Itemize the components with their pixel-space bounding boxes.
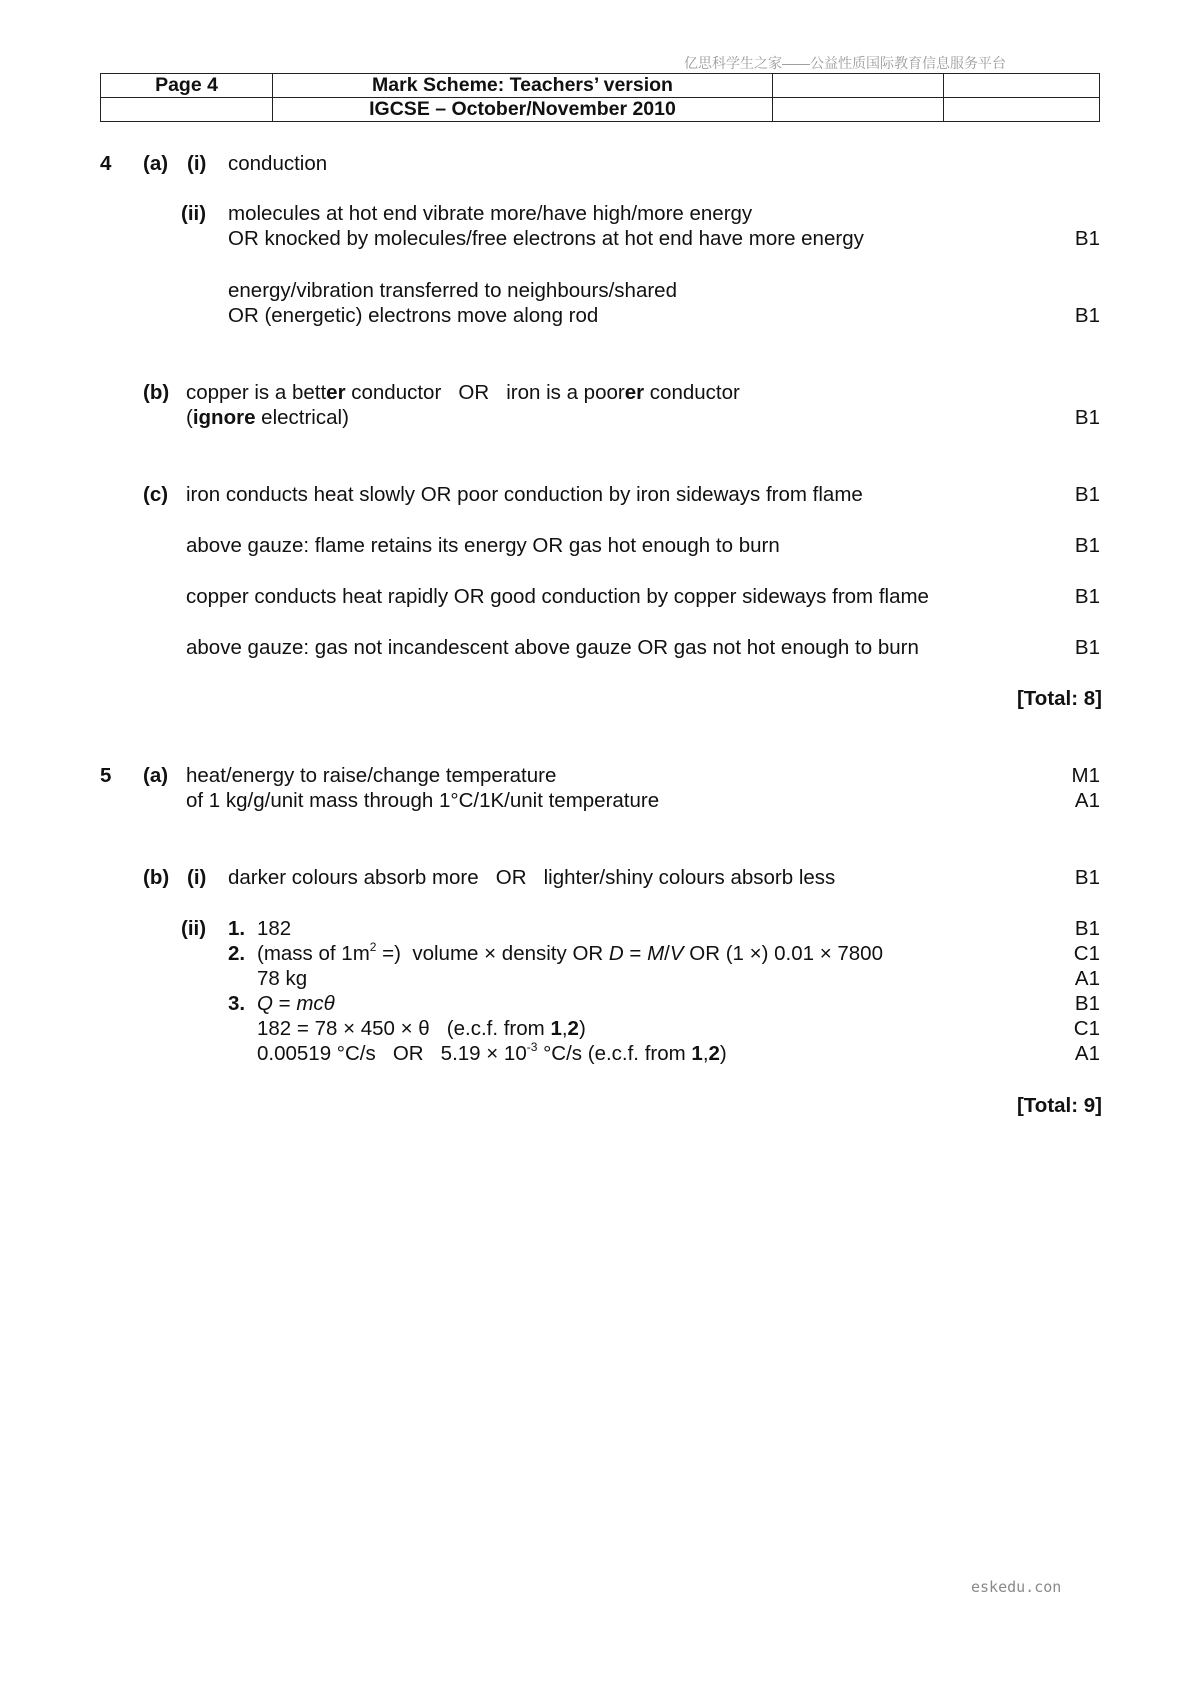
text-fragment: , [561, 1017, 568, 1040]
answer-text: iron conducts heat slowly OR poor conduction by iron sideways from flame [186, 483, 863, 506]
answer-text: heat/energy to raise/change temperature [186, 764, 557, 787]
part-label: (c) [143, 483, 169, 506]
mark: C1 [1073, 1017, 1100, 1040]
mark: B1 [1074, 227, 1100, 250]
part-label: (b) [143, 866, 170, 889]
question-total: [Total: 8] [1016, 687, 1102, 710]
answer-text: 78 kg [257, 967, 308, 990]
mark: B1 [1074, 406, 1100, 429]
text-fragment: conductor [644, 381, 740, 404]
page-title: Mark Scheme: Teachers’ version [273, 74, 773, 98]
answer-text: copper conducts heat rapidly OR good conduction by copper sideways from flame [186, 585, 929, 608]
mark: B1 [1074, 483, 1100, 506]
answer-text: above gauze: gas not incandescent above gauze OR gas not hot enough to burn [186, 636, 919, 659]
mark: B1 [1074, 304, 1100, 327]
text-fragment: 182 = 78 × 450 × θ (e.c.f. from [257, 1017, 551, 1040]
mark: B1 [1074, 534, 1100, 557]
answer-text: darker colours absorb more OR lighter/shiny colours absorb less [228, 866, 836, 889]
subpart-label: (i) [187, 866, 207, 889]
answer-text [186, 408, 349, 429]
text-fragment: conductor OR iron is a poor [345, 381, 625, 404]
emphasis: 1 [691, 1042, 703, 1065]
part-label: (a) [143, 764, 169, 787]
question-number: 4 [100, 152, 112, 175]
emphasis: er [326, 381, 346, 404]
mark: B1 [1074, 585, 1100, 608]
text-fragment: ) [578, 1017, 586, 1040]
step-number: 3. [228, 992, 246, 1015]
emphasis: ignore [192, 406, 256, 429]
variable: mcθ [296, 992, 335, 1015]
question-number: 5 [100, 764, 112, 787]
header-blank-cell [944, 98, 1100, 122]
header-row-1 [101, 74, 1100, 98]
header-blank-cell [944, 74, 1100, 98]
answer-text: of 1 kg/g/unit mass through 1°C/1K/unit temperature [186, 789, 660, 812]
footer-text: eskedu.con [971, 1578, 1062, 1596]
emphasis: 1 [550, 1017, 562, 1040]
text-fragment: OR (1 ×) 0.01 × 7800 [683, 942, 883, 965]
text-fragment: copper is a bett [186, 381, 327, 404]
subpart-label: (i) [187, 152, 207, 175]
text-fragment: =) volume × density OR [376, 942, 609, 965]
superscript: 2 [369, 940, 377, 955]
header-blank-cell [773, 74, 944, 98]
variable: D [608, 942, 624, 965]
text-fragment: °C/s (e.c.f. from [537, 1042, 692, 1065]
text-fragment: ) [719, 1042, 727, 1065]
mark: B1 [1074, 636, 1100, 659]
answer-text: OR knocked by molecules/free electrons at hot end have more energy [228, 227, 864, 250]
superscript: -3 [526, 1040, 538, 1055]
emphasis: er [624, 381, 645, 404]
mark: A1 [1074, 789, 1100, 812]
mark: B1 [1074, 866, 1100, 889]
step-number: 2. [228, 942, 246, 965]
question-total: [Total: 9] [1016, 1094, 1102, 1117]
answer-text [257, 994, 335, 1015]
text-fragment: ( [186, 406, 193, 429]
subpart-label: (ii) [181, 917, 207, 940]
header-blank-cell [101, 98, 273, 122]
watermark-text: 亿思科学生之家——公益性质国际教育信息服务平台 [684, 55, 1006, 71]
step-number: 1. [228, 917, 246, 940]
mark: A1 [1074, 967, 1100, 990]
mark: M1 [1071, 764, 1100, 787]
emphasis: 2 [567, 1017, 579, 1040]
emphasis: 2 [708, 1042, 720, 1065]
text-fragment: / [664, 942, 670, 965]
answer-text [257, 1019, 586, 1040]
text-fragment: (mass of 1m [257, 942, 370, 965]
answer-text: molecules at hot end vibrate more/have high/more energy [228, 202, 753, 225]
text-fragment: electrical) [255, 406, 349, 429]
mark: A1 [1074, 1042, 1100, 1065]
answer-text [186, 383, 740, 404]
part-label: (a) [143, 152, 169, 175]
text-fragment: , [702, 1042, 709, 1065]
answer-text: 182 [257, 917, 292, 940]
mark: B1 [1074, 992, 1100, 1015]
answer-text: energy/vibration transferred to neighbours/shared [228, 279, 677, 302]
header-blank-cell [773, 98, 944, 122]
part-label: (b) [143, 381, 170, 404]
variable: Q [257, 992, 273, 1015]
header-row-2 [101, 98, 1100, 122]
exam-session: IGCSE – October/November 2010 [273, 98, 773, 122]
answer-text: OR (energetic) electrons move along rod [228, 304, 599, 327]
subpart-label: (ii) [181, 202, 207, 225]
answer-text [257, 1040, 727, 1065]
answer-text: above gauze: flame retains its energy OR gas hot enough to burn [186, 534, 780, 557]
page-number: Page 4 [101, 74, 273, 98]
variable: M [647, 942, 665, 965]
text-fragment: 0.00519 °C/s OR 5.19 × 10 [257, 1042, 527, 1065]
mark: B1 [1074, 917, 1100, 940]
text-fragment: = [272, 992, 297, 1015]
answer-text [257, 940, 883, 965]
answer-text: conduction [228, 152, 328, 175]
mark: C1 [1073, 942, 1100, 965]
header-table [100, 73, 1100, 122]
variable: V [669, 942, 684, 965]
text-fragment: = [623, 942, 648, 965]
